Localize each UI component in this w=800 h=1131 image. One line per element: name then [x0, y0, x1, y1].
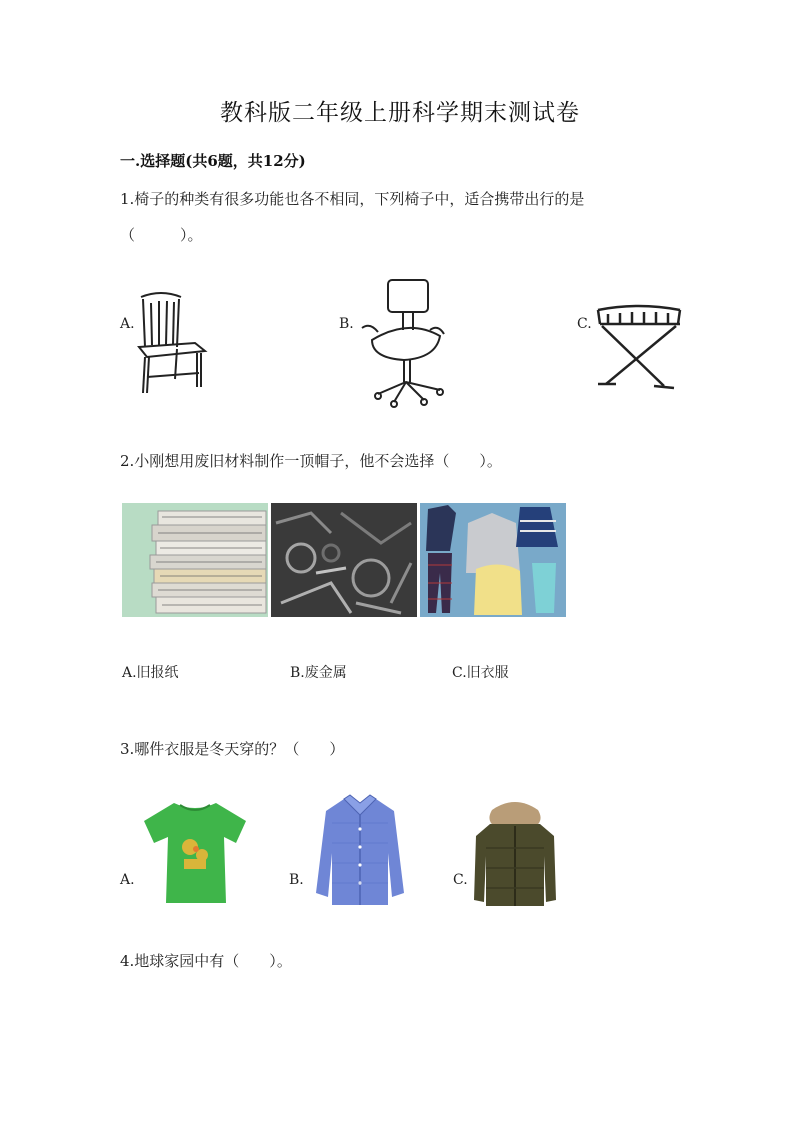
old-clothes-photo[interactable]: [420, 503, 566, 617]
green-tshirt-icon[interactable]: [140, 797, 250, 907]
q3-option-c-label[interactable]: C.: [453, 872, 468, 888]
winter-down-jacket-icon[interactable]: [470, 796, 560, 908]
q1-option-a-label[interactable]: A.: [120, 316, 135, 332]
question-4-text: 4.地球家园中有（ ）。: [120, 952, 292, 970]
q2-option-b[interactable]: B.废金属: [290, 665, 347, 681]
question-1-blank: （ ）。: [120, 226, 203, 244]
scrap-metal-photo[interactable]: [271, 503, 417, 617]
wooden-chair-icon[interactable]: [133, 285, 213, 400]
question-1-text: 1.椅子的种类有很多功能也各不相同，下列椅子中，适合携带出行的是: [120, 190, 585, 208]
page-title: 教科版二年级上册科学期末测试卷: [220, 100, 580, 126]
old-newspapers-photo[interactable]: [122, 503, 268, 617]
folding-stool-icon[interactable]: [592, 300, 687, 395]
question-2-text: 2.小刚想用废旧材料制作一顶帽子，他不会选择（ ）。: [120, 452, 502, 470]
question-3-text: 3.哪件衣服是冬天穿的？（ ）: [120, 740, 345, 758]
q2-option-a[interactable]: A.旧报纸: [122, 665, 179, 681]
q1-option-c-label[interactable]: C.: [577, 316, 592, 332]
q3-option-b-label[interactable]: B.: [289, 872, 304, 888]
blue-shirt-icon[interactable]: [310, 793, 410, 911]
section-heading: 一.选择题(共6题，共12分): [120, 152, 306, 170]
q1-option-b-label[interactable]: B.: [339, 316, 354, 332]
q2-option-c[interactable]: C.旧衣服: [452, 665, 509, 681]
q3-option-a-label[interactable]: A.: [120, 872, 135, 888]
office-swivel-chair-icon[interactable]: [358, 278, 448, 413]
